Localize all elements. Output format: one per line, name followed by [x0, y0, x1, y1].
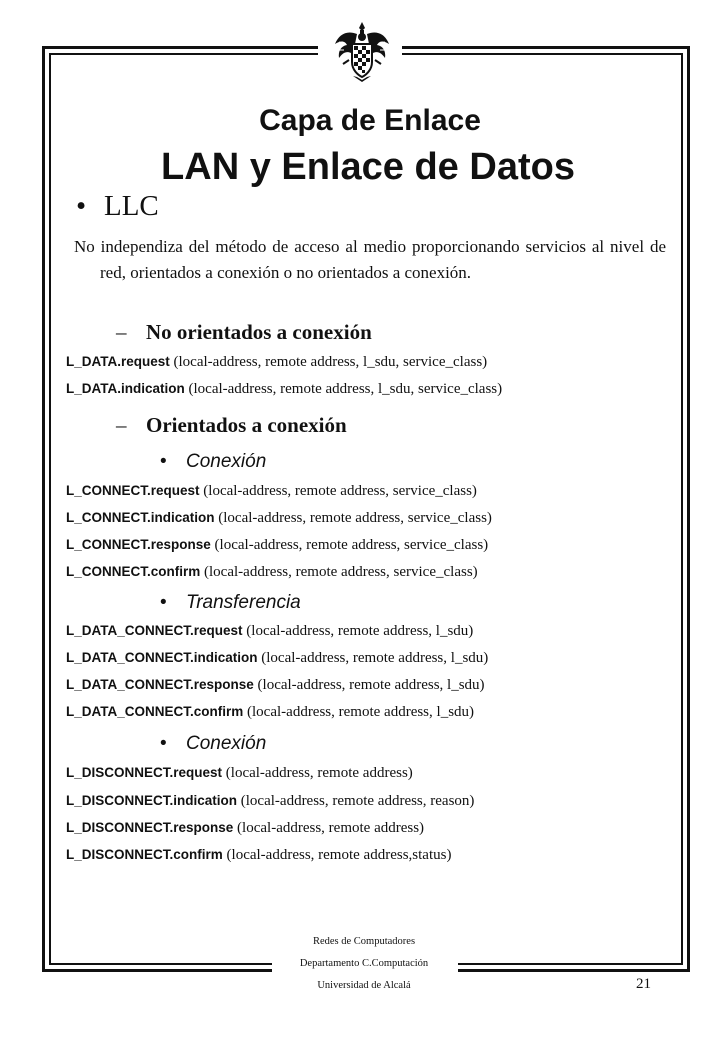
primitive-args: (local-address, remote address, l_sdu): [242, 623, 474, 639]
group-heading-conexion: [160, 451, 266, 473]
primitive-line: [66, 847, 451, 864]
dash-marker: –: [116, 413, 127, 437]
primitive-args: (local-address, remote address, l_sdu, service_class): [184, 381, 503, 397]
primitive-line: [66, 537, 488, 554]
bullet-llc: [76, 190, 159, 223]
footer-department: Departamento C.Computación: [299, 958, 429, 969]
primitive-name: L_CONNECT.indication: [66, 510, 215, 525]
section-heading-no-orientados: [116, 320, 372, 345]
bullet-label: LLC: [104, 190, 159, 222]
primitive-line: [66, 704, 474, 721]
primitive-name: L_DISCONNECT.response: [66, 820, 234, 835]
primitive-args: (local-address, remote address, service_class): [210, 537, 489, 553]
primitive-args: (local-address, remote address, service_class): [200, 564, 478, 580]
primitive-args: (local-address, remote address, service_class): [199, 483, 477, 499]
primitive-args: (local-address, remote address): [233, 820, 425, 836]
bullet-marker: •: [160, 592, 167, 613]
primitive-args: (local-address, remote address): [222, 765, 413, 781]
primitive-args: (local-address, remote address, l_sdu): [243, 704, 475, 720]
primitive-line: [66, 677, 485, 694]
primitive-name: L_DATA.indication: [66, 381, 185, 396]
footer-university: Universidad de Alcalá: [317, 980, 411, 991]
section-heading-orientados: [116, 413, 347, 438]
group-title: Conexión: [186, 733, 267, 754]
group-title: Transferencia: [186, 592, 301, 613]
group-title: Conexión: [186, 451, 267, 472]
dash-marker: –: [116, 320, 127, 344]
bullet-marker: •: [160, 451, 167, 472]
university-crest-icon: [329, 20, 395, 84]
section-title: Orientados a conexión: [146, 413, 347, 437]
footer-course: Redes de Computadores: [312, 936, 416, 947]
primitive-name: L_DISCONNECT.confirm: [66, 847, 223, 862]
primitive-name: L_DATA_CONNECT.confirm: [66, 704, 244, 719]
primitive-name: L_DATA.request: [66, 354, 170, 369]
primitive-args: (local-address, remote address,status): [222, 847, 452, 863]
primitive-name: L_DATA_CONNECT.response: [66, 677, 254, 692]
primitive-line: [66, 510, 492, 527]
primitive-name: L_DISCONNECT.indication: [66, 793, 238, 808]
primitive-args: (local-address, remote address, reason): [237, 793, 475, 809]
group-heading-transferencia: [160, 592, 301, 614]
primitive-line: [66, 820, 424, 837]
primitive-line: [66, 793, 474, 810]
page-number: 21: [636, 976, 651, 992]
primitive-line: [66, 354, 487, 371]
primitive-name: L_DISCONNECT.request: [66, 765, 223, 780]
primitive-line: [66, 765, 413, 782]
primitive-args: (local-address, remote address, l_sdu, service_class): [169, 354, 488, 370]
section-title: No orientados a conexión: [146, 320, 372, 344]
llc-description: No independiza del método de acceso al medio proporcionando servicios al nivel de red, orientados a conexión o no orientados a conexión.: [74, 237, 666, 282]
primitive-line: [66, 483, 477, 500]
primitive-name: L_DATA_CONNECT.indication: [66, 650, 258, 665]
primitive-line: [66, 564, 478, 581]
primitive-name: L_CONNECT.response: [66, 537, 211, 552]
bullet-marker: •: [76, 190, 87, 222]
title-line-1: Capa de Enlace: [259, 104, 481, 137]
primitive-args: (local-address, remote address, service_class): [214, 510, 492, 526]
primitive-name: L_CONNECT.confirm: [66, 564, 201, 579]
primitive-line: [66, 650, 488, 667]
primitive-name: L_CONNECT.request: [66, 483, 200, 498]
primitive-name: L_DATA_CONNECT.request: [66, 623, 243, 638]
primitive-line: [66, 381, 502, 398]
primitive-line: [66, 623, 473, 640]
bullet-marker: •: [160, 733, 167, 754]
title-line-2: LAN y Enlace de Datos: [161, 146, 575, 188]
primitive-args: (local-address, remote address, l_sdu): [253, 677, 485, 693]
group-heading-conexion-2: [160, 733, 266, 755]
primitive-args: (local-address, remote address, l_sdu): [257, 650, 489, 666]
